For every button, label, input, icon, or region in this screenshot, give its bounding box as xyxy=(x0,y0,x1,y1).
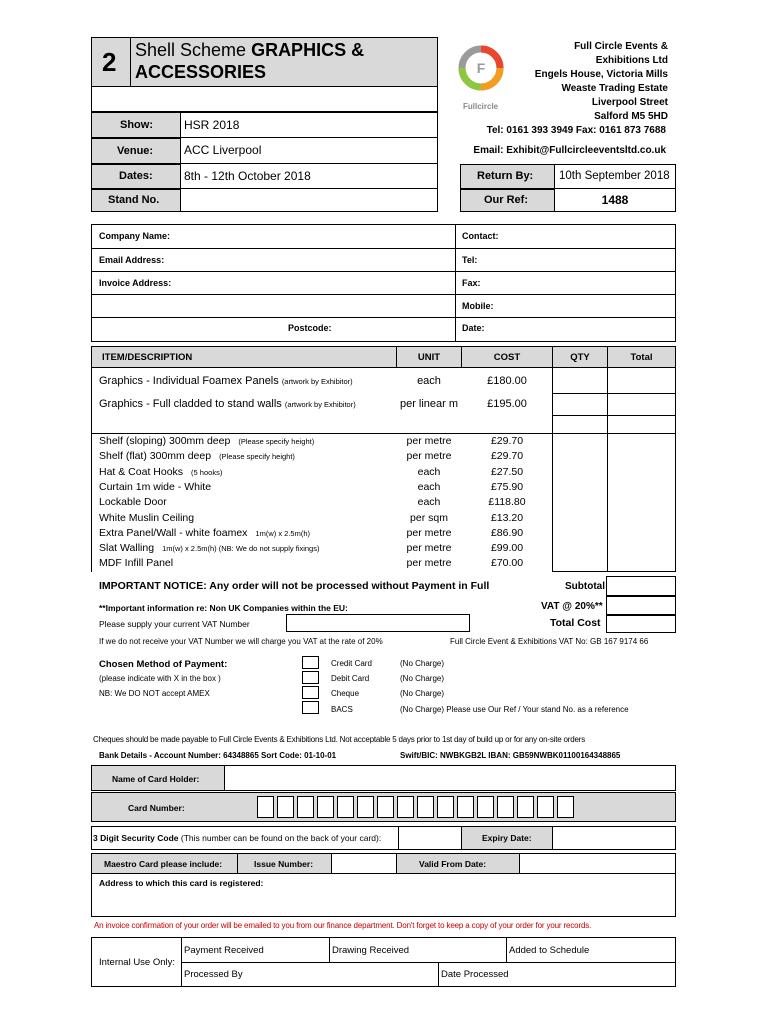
header-total-label: Total xyxy=(630,352,653,363)
method-name: Debit Card xyxy=(331,674,370,683)
item-desc-text: Graphics - Individual Foamex Panels xyxy=(99,375,279,387)
header-unit-label: UNIT xyxy=(417,352,441,363)
company-tel-fax: Tel: 0161 393 3949 Fax: 0161 873 7688 xyxy=(486,125,666,136)
item-desc xyxy=(99,542,319,554)
form-title-line1 xyxy=(135,40,364,61)
item-desc xyxy=(99,435,314,447)
item-cost: £195.00 xyxy=(487,398,527,410)
total-cost-box[interactable] xyxy=(606,615,676,633)
table-rule xyxy=(91,433,676,434)
item-cost: £99.00 xyxy=(490,542,524,555)
item-cost: £86.90 xyxy=(490,526,524,539)
processed-by-label: Processed By xyxy=(184,969,243,980)
company-line: Weaste Trading Estate xyxy=(561,83,668,94)
method-charge: (No Charge) xyxy=(400,689,445,698)
cheque-checkbox[interactable] xyxy=(302,686,319,699)
company-email: Email: Exhibit@Fullcircleeventsltd.co.uk xyxy=(473,145,666,156)
ref-label-cell xyxy=(460,189,555,212)
ref-label: Our Ref: xyxy=(484,194,528,206)
return-value: 10th September 2018 xyxy=(559,170,670,182)
header-qty-label: QTY xyxy=(570,352,590,363)
method-name: Credit Card xyxy=(331,659,372,668)
expiry-input[interactable] xyxy=(552,826,676,850)
card-number-label: Card Number: xyxy=(128,803,185,813)
item-note: (artwork by Exhibitor) xyxy=(284,400,356,409)
maestro-label: Maestro Card please include: xyxy=(104,859,223,869)
important-notice: IMPORTANT NOTICE: Any order will not be processed without Payment in Full xyxy=(99,580,490,592)
fax-label: Fax: xyxy=(462,278,481,288)
item-unit: per metre xyxy=(406,435,452,447)
item-cost: £70.00 xyxy=(490,557,524,570)
item-note: (Please specify height) xyxy=(219,452,295,462)
payment-indicate-text: (please indicate with X in the box ) xyxy=(99,674,221,683)
payment-received-label: Payment Received xyxy=(184,945,264,956)
non-uk-note: **Important information re: Non UK Companies within the EU: xyxy=(99,603,348,613)
card-digit-box[interactable] xyxy=(317,796,334,818)
item-desc xyxy=(99,481,219,493)
debit-card-checkbox[interactable] xyxy=(302,671,319,684)
card-digit-box[interactable] xyxy=(277,796,294,818)
item-unit: each xyxy=(417,480,441,493)
contact-label: Contact: xyxy=(462,231,499,241)
card-digit-box[interactable] xyxy=(517,796,534,818)
card-digit-box[interactable] xyxy=(477,796,494,818)
svg-text:F: F xyxy=(476,60,486,76)
show-label: Show: xyxy=(120,119,153,131)
card-digit-box[interactable] xyxy=(557,796,574,818)
valid-from-label-cell xyxy=(396,853,520,874)
postcode-label: Postcode: xyxy=(288,323,332,333)
item-unit: per linear m xyxy=(399,398,459,410)
item-desc xyxy=(99,450,295,462)
bacs-checkbox[interactable] xyxy=(302,701,319,714)
dates-label: Dates: xyxy=(119,170,153,182)
table-rule xyxy=(552,393,676,394)
item-desc-text: Slat Walling xyxy=(99,542,155,555)
item-note: 1m(w) x 2.5m(h) (NB: We do not supply fixings) xyxy=(162,544,320,554)
item-cost: £29.70 xyxy=(490,450,524,463)
internal-divider xyxy=(506,937,507,962)
venue-label: Venue: xyxy=(117,145,154,157)
header-blank-row xyxy=(91,86,438,112)
company-line: Salford M5 5HD xyxy=(594,111,668,122)
card-digit-box[interactable] xyxy=(437,796,454,818)
item-desc xyxy=(99,398,356,410)
ref-value-cell[interactable] xyxy=(554,189,676,212)
item-cost: £180.00 xyxy=(487,375,527,387)
item-note: (5 hooks) xyxy=(191,467,223,477)
item-desc-text: Lockable Door xyxy=(99,496,167,509)
stand-value-cell[interactable] xyxy=(180,189,438,212)
vat-number-input[interactable] xyxy=(286,614,470,632)
email-address-label: Email Address: xyxy=(99,255,165,265)
valid-from-label: Valid From Date: xyxy=(419,859,487,869)
item-desc-text: Shelf (sloping) 300mm deep xyxy=(99,435,231,447)
card-digit-box[interactable] xyxy=(457,796,474,818)
dates-value-cell[interactable] xyxy=(180,164,438,189)
table-header-unit xyxy=(396,346,462,368)
item-note: 1m(w) x 2.5m(h) xyxy=(255,528,311,538)
venue-value-cell[interactable] xyxy=(180,138,438,164)
invoice-address-label: Invoice Address: xyxy=(99,278,172,288)
item-desc-text: Shelf (flat) 300mm deep xyxy=(99,450,212,463)
card-digit-box[interactable] xyxy=(397,796,414,818)
card-holder-label: Name of Card Holder: xyxy=(112,774,200,784)
method-charge: (No Charge) xyxy=(400,659,445,668)
total-column[interactable] xyxy=(607,367,676,572)
stand-label: Stand No. xyxy=(108,194,160,206)
item-desc xyxy=(99,496,175,508)
venue-label-cell xyxy=(91,138,181,164)
form-title-box xyxy=(130,37,438,87)
dates-value: 8th - 12th October 2018 xyxy=(184,169,311,183)
total-cost-label: Total Cost xyxy=(550,617,601,629)
item-desc-text: White Muslin Ceiling xyxy=(99,511,195,524)
header-cost-label: COST xyxy=(493,352,521,363)
item-desc-text: Hat & Coat Hooks xyxy=(99,465,184,478)
contact-rule xyxy=(91,248,676,249)
date-label: Date: xyxy=(462,323,485,333)
internal-divider xyxy=(438,962,439,987)
added-schedule-label: Added to Schedule xyxy=(509,945,590,956)
method-name: BACS xyxy=(331,705,353,714)
ref-value: 1488 xyxy=(601,193,629,207)
contact-divider xyxy=(455,224,456,342)
item-desc xyxy=(99,557,181,569)
card-digit-box[interactable] xyxy=(537,796,554,818)
payment-nb: NB: We DO NOT accept AMEX xyxy=(99,689,210,698)
expiry-label: Expiry Date: xyxy=(482,833,532,843)
table-header-qty xyxy=(552,346,608,368)
venue-value: ACC Liverpool xyxy=(184,143,262,157)
contact-block xyxy=(91,224,676,342)
company-line: Full Circle Events & xyxy=(574,41,668,52)
security-label-rest: (This number can be found on the back of your card): xyxy=(178,833,382,843)
company-address xyxy=(500,40,668,124)
table-header-total xyxy=(607,346,676,368)
table-left-edge xyxy=(91,367,92,572)
item-unit: per metre xyxy=(406,450,452,463)
contact-rule xyxy=(91,271,676,272)
method-charge: (No Charge) Please use Our Ref / Your stand No. as a reference xyxy=(400,705,629,714)
card-digit-box[interactable] xyxy=(377,796,394,818)
issue-input[interactable] xyxy=(331,853,397,874)
card-digit-box[interactable] xyxy=(357,796,374,818)
company-name-label: Company Name: xyxy=(99,231,171,241)
payment-indicate xyxy=(99,674,221,683)
vat-box[interactable] xyxy=(606,596,676,615)
contact-rule xyxy=(91,294,676,295)
item-desc xyxy=(99,512,202,524)
item-desc-text: MDF Infill Panel xyxy=(99,557,174,570)
table-header-item xyxy=(91,346,397,368)
item-unit: per metre xyxy=(406,526,452,539)
show-value: HSR 2018 xyxy=(184,118,240,132)
card-address-label: Address to which this card is registered: xyxy=(99,878,264,888)
card-digit-box[interactable] xyxy=(417,796,434,818)
item-desc xyxy=(99,527,310,539)
company-line: Exhibitions Ltd xyxy=(595,55,668,66)
item-desc xyxy=(99,375,353,387)
valid-from-input[interactable] xyxy=(519,853,676,874)
item-cost: £75.90 xyxy=(490,480,524,493)
item-cost: £13.20 xyxy=(490,511,524,524)
table-rule xyxy=(552,415,676,416)
item-desc-text: Graphics - Full cladded to stand walls xyxy=(99,398,282,410)
card-digit-box[interactable] xyxy=(257,796,274,818)
item-unit: each xyxy=(417,375,441,387)
subtotal-box[interactable] xyxy=(606,576,676,596)
vat-rate-note: If we do not receive your VAT Number we will charge you VAT at the rate of 20% xyxy=(99,637,383,646)
item-unit: per metre xyxy=(406,542,452,555)
table-header-cost xyxy=(461,346,553,368)
form-number-box xyxy=(91,37,131,87)
internal-rule xyxy=(181,962,676,963)
payment-heading: Chosen Method of Payment: xyxy=(99,659,228,670)
company-line: Engels House, Victoria Mills xyxy=(534,69,668,80)
security-label xyxy=(93,833,381,843)
bank-details: Bank Details - Account Number: 64348865 Sort Code: 01-10-01 xyxy=(99,751,337,760)
subtotal-label: Subtotal xyxy=(565,581,605,592)
issue-label-cell xyxy=(237,853,332,874)
contact-rule xyxy=(91,317,676,318)
logo-text: Fullcircle xyxy=(463,102,499,111)
item-desc-text: Extra Panel/Wall - white foamex xyxy=(99,526,248,539)
credit-card-checkbox[interactable] xyxy=(302,656,319,669)
item-cost: £118.80 xyxy=(488,496,526,509)
card-digit-box[interactable] xyxy=(297,796,314,818)
return-value-cell[interactable] xyxy=(554,164,676,189)
title-plain: Shell Scheme xyxy=(135,40,252,60)
item-note: (artwork by Exhibitor) xyxy=(281,377,353,386)
internal-divider xyxy=(329,937,330,962)
expiry-label-cell xyxy=(461,826,553,850)
supply-vat-note: Please supply your current VAT Number xyxy=(99,619,250,629)
stand-label-cell xyxy=(91,189,181,212)
form-number: 2 xyxy=(102,47,117,77)
header-item-label: ITEM/DESCRIPTION xyxy=(102,352,193,363)
cheques-note: Cheques should be made payable to Full Circle Events & Exhibitions Ltd. Not acceptable 5 days prior to 1st day of build up or for any on-site orders xyxy=(93,735,586,744)
issue-label: Issue Number: xyxy=(254,859,314,869)
invoice-note: An invoice confirmation of your order will be emailed to you from our finance department. Don't forget to keep a copy of your order for your records. xyxy=(94,921,592,930)
item-unit: each xyxy=(417,465,441,478)
maestro-label-cell xyxy=(91,853,238,874)
return-label-cell xyxy=(460,164,555,189)
item-cost: £27.50 xyxy=(490,465,524,478)
dates-label-cell xyxy=(91,164,181,189)
card-digit-box[interactable] xyxy=(337,796,354,818)
card-holder-input[interactable] xyxy=(224,765,676,791)
item-cost: £29.70 xyxy=(490,435,524,447)
qty-column[interactable] xyxy=(552,367,608,572)
item-note: (Please specify height) xyxy=(238,437,315,446)
item-unit: per sqm xyxy=(410,511,448,524)
drawing-received-label: Drawing Received xyxy=(332,945,410,956)
method-charge: (No Charge) xyxy=(400,674,445,683)
vat-label: VAT @ 20%** xyxy=(541,601,603,612)
form-title-line2: ACCESSORIES xyxy=(135,62,267,82)
method-name: Cheque xyxy=(331,689,360,698)
company-vat-number: Full Circle Event & Exhibitions VAT No: GB 167 9174 66 xyxy=(450,637,649,646)
security-input[interactable] xyxy=(398,826,462,850)
return-label: Return By: xyxy=(477,170,534,182)
internal-use-label: Internal Use Only: xyxy=(99,957,176,968)
card-holder-label-cell xyxy=(91,765,225,791)
item-desc xyxy=(99,466,222,478)
item-desc-text: Curtain 1m wide - White xyxy=(99,480,212,493)
item-unit: each xyxy=(417,496,441,509)
show-label-cell xyxy=(91,112,181,138)
security-label-bold: 3 Digit Security Code xyxy=(93,833,179,843)
show-value-cell[interactable] xyxy=(180,112,438,138)
tel-label: Tel: xyxy=(462,255,478,265)
card-digit-box[interactable] xyxy=(497,796,514,818)
date-processed-label: Date Processed xyxy=(441,969,509,980)
item-unit: per metre xyxy=(406,557,452,570)
company-line: Liverpool Street xyxy=(591,97,668,108)
swift-iban: Swift/BIC: NWBKGB2L IBAN: GB59NWBK01100164348865 xyxy=(400,751,621,760)
mobile-label: Mobile: xyxy=(462,301,494,311)
title-bold: GRAPHICS & xyxy=(251,40,365,60)
